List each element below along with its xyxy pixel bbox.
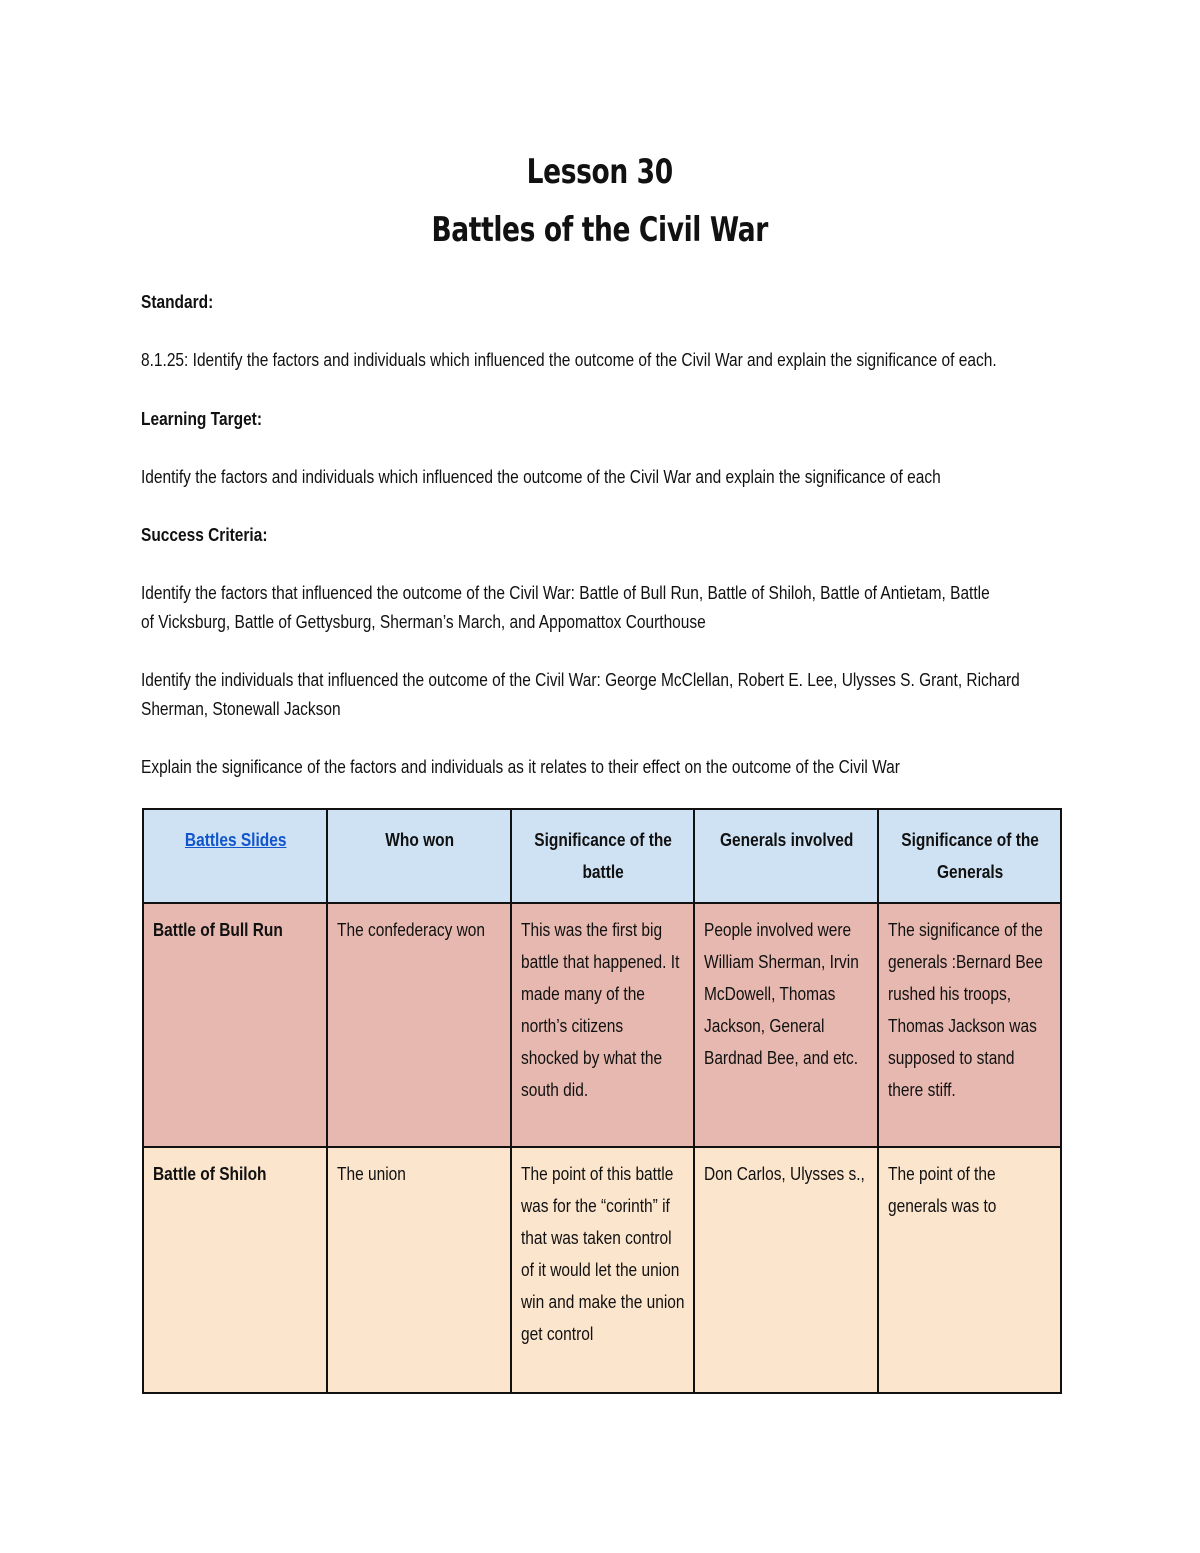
cell-generals-significance: The significance of the generals :Bernard Bee rushed his troops, Thomas Jackson was supposed to stand there stiff. — [878, 903, 1061, 1147]
success-criteria-item-3: Explain the significance of the factors and individuals as it relates to their effect on the outcome of the Civil War — [141, 757, 900, 777]
table-row — [143, 903, 1061, 1147]
standard-text: 8.1.25: Identify the factors and individuals which influenced the outcome of the Civil War and explain the significance of each. — [141, 350, 997, 370]
header-significance-of-battle: Significance of the battle — [511, 809, 694, 903]
header-significance-of-generals: Significance of the Generals — [878, 809, 1061, 903]
cell-significance: This was the first big battle that happened. It made many of the north’s citizens shocked by what the south did. — [511, 903, 694, 1147]
cell-who-won: The confederacy won — [327, 903, 511, 1147]
header-who-won: Who won — [327, 809, 511, 903]
cell-generals: People involved were William Sherman, Irvin McDowell, Thomas Jackson, General Bardnad Bee, and etc. — [694, 903, 878, 1147]
learning-target-heading: Learning Target: — [141, 409, 262, 429]
battles-table — [142, 808, 1062, 1394]
header-generals-involved: Generals involved — [694, 809, 878, 903]
success-criteria-item-2-line-2: Sherman, Stonewall Jackson — [141, 699, 341, 719]
document-title: Battles of the Civil War — [431, 210, 769, 250]
cell-battle: Battle of Shiloh — [143, 1147, 327, 1393]
cell-generals: Don Carlos, Ulysses s., — [694, 1147, 878, 1393]
table-row — [143, 1147, 1061, 1393]
success-criteria-item-1-line-1: Identify the factors that influenced the outcome of the Civil War: Battle of Bull Run, Battle of Shiloh, Battle of Antietam, Battle — [141, 583, 990, 603]
success-criteria-item-1-line-2: of Vicksburg, Battle of Gettysburg, Sherman’s March, and Appomattox Courthouse — [141, 612, 706, 632]
success-criteria-heading: Success Criteria: — [141, 525, 268, 545]
cell-who-won: The union — [327, 1147, 511, 1393]
header-battles-slides[interactable] — [143, 809, 327, 903]
table-header-row — [143, 809, 1061, 903]
standard-heading: Standard: — [141, 292, 214, 312]
cell-generals-significance: The point of the generals was to — [878, 1147, 1061, 1393]
battles-slides-link[interactable]: Battles Slides — [184, 830, 287, 850]
cell-significance: The point of this battle was for the “corinth” if that was taken control of it would let the union win and make the union get control — [511, 1147, 694, 1393]
lesson-title: Lesson 30 — [526, 152, 674, 192]
success-criteria-item-2-line-1: Identify the individuals that influenced the outcome of the Civil War: George McClellan, Robert E. Lee, Ulysses S. Grant, Richard — [141, 670, 1020, 690]
learning-target-text: Identify the factors and individuals which influenced the outcome of the Civil War and explain the significance of each — [141, 467, 941, 487]
cell-battle: Battle of Bull Run — [143, 903, 327, 1147]
